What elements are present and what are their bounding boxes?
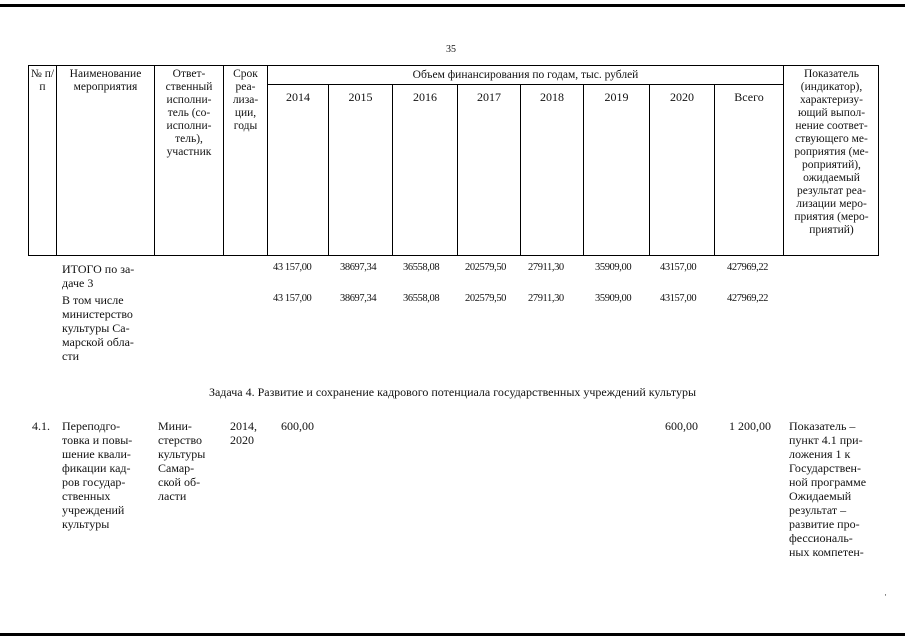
value-2020: 43157,00 xyxy=(660,293,697,304)
item-indicator-line: ложения 1 к xyxy=(789,447,851,461)
item-executor-line: культуры xyxy=(158,447,206,461)
row-label-line: министерство xyxy=(62,307,133,321)
item-name-line: учреждений xyxy=(62,503,125,517)
executor-line: тель (со- xyxy=(167,107,211,119)
executor-line: тель), xyxy=(175,133,203,145)
item-executor-line: Мини- xyxy=(158,419,192,433)
header-col-no: № п/п xyxy=(30,68,55,93)
item-indicator xyxy=(789,419,884,559)
header-col-term xyxy=(224,68,267,133)
item-executor-line: ласти xyxy=(158,489,187,503)
item-value-2014: 600,00 xyxy=(281,419,314,433)
year-divider xyxy=(328,84,329,256)
item-term-line: 2020 xyxy=(230,433,254,447)
indicator-line: характеризу- xyxy=(800,94,863,106)
item-indicator-line: Показатель – xyxy=(789,419,856,433)
item-name-line: ственных xyxy=(62,489,111,503)
header-indicator xyxy=(784,68,879,237)
year-2018: 2018 xyxy=(540,90,564,104)
term-line: реа- xyxy=(235,81,256,93)
funding-title-divider xyxy=(267,84,783,85)
item-value-2020: 600,00 xyxy=(665,419,698,433)
value-2019: 35909,00 xyxy=(595,262,632,273)
item-indicator-line: Государствен- xyxy=(789,461,861,475)
item-name-line: товка и повы- xyxy=(62,433,133,447)
value-total: 427969,22 xyxy=(727,293,769,304)
term-line: Срок xyxy=(233,68,258,80)
item-indicator-line: развитие про- xyxy=(789,517,860,531)
executor-line: исполни- xyxy=(166,94,212,106)
value-2020: 43157,00 xyxy=(660,262,697,273)
top-border xyxy=(0,4,905,7)
indicator-line: приятия (меро- xyxy=(794,211,869,223)
indicator-line: (индикатор), xyxy=(800,81,863,93)
year-2016: 2016 xyxy=(413,90,437,104)
item-term-line: 2014, xyxy=(230,419,257,433)
row-label-line: культуры Са- xyxy=(62,321,130,335)
value-2014: 43 157,00 xyxy=(273,262,312,273)
year-divider xyxy=(649,84,650,256)
item-indicator-line: ной программе xyxy=(789,475,867,489)
value-total: 427969,22 xyxy=(727,262,769,273)
item-name-line: шение квали- xyxy=(62,447,131,461)
indicator-line: приятий) xyxy=(809,224,854,236)
value-2017: 202579,50 xyxy=(465,293,507,304)
executor-line: участник xyxy=(166,146,212,158)
header-col-executor xyxy=(155,68,223,159)
item-name-line: культуры xyxy=(62,517,110,531)
year-divider xyxy=(714,84,715,256)
value-2018: 27911,30 xyxy=(528,262,564,273)
term-line: лиза- xyxy=(232,94,259,106)
executor-line: ственный xyxy=(165,81,213,93)
year-divider xyxy=(520,84,521,256)
item-indicator-line: ных компетен- xyxy=(789,545,864,559)
indicator-line: роприятия (ме- xyxy=(794,146,869,158)
item-term xyxy=(230,419,267,447)
indicator-line: результат реа- xyxy=(797,185,866,197)
stray-mark: · xyxy=(884,590,887,600)
item-name xyxy=(62,419,154,531)
item-name-line: фикации кад- xyxy=(62,461,131,475)
value-2015: 38697,34 xyxy=(340,262,377,273)
value-2016: 36558,08 xyxy=(403,293,440,304)
indicator-line: ствующего ме- xyxy=(795,133,868,145)
year-2017: 2017 xyxy=(477,90,501,104)
page-number: 35 xyxy=(446,44,456,55)
value-2015: 38697,34 xyxy=(340,293,377,304)
term-line: ции, xyxy=(234,107,257,119)
item-number: 4.1. xyxy=(32,419,50,433)
row-label-line: В том числе xyxy=(62,293,124,307)
value-2018: 27911,30 xyxy=(528,293,564,304)
indicator-line: ожидаемый xyxy=(803,172,860,184)
year-total: Всего xyxy=(734,90,764,104)
row-label-line: ИТОГО по за- xyxy=(62,262,135,276)
item-total: 1 200,00 xyxy=(729,419,771,433)
term-line: годы xyxy=(233,120,258,132)
item-executor xyxy=(158,419,223,503)
row-label-line: даче 3 xyxy=(62,276,94,290)
bottom-border xyxy=(0,633,905,636)
value-2016: 36558,08 xyxy=(403,262,440,273)
item-indicator-line: пункт 4.1 при- xyxy=(789,433,863,447)
row-label-line: марской обла- xyxy=(62,335,134,349)
indicator-line: роприятий), xyxy=(802,159,861,171)
year-divider xyxy=(583,84,584,256)
task-title: Задача 4. Развитие и сохранение кадрового потенциала государственных учреждений культуры xyxy=(208,385,697,399)
indicator-line: Показатель xyxy=(803,68,860,80)
funding-title: Объем финансирования по годам, тыс. рублей xyxy=(412,69,639,81)
indicator-line: ющий выпол- xyxy=(797,107,866,119)
item-indicator-line: фессиональ- xyxy=(789,531,853,545)
value-2017: 202579,50 xyxy=(465,262,507,273)
value-2019: 35909,00 xyxy=(595,293,632,304)
year-divider xyxy=(392,84,393,256)
item-executor-line: ской об- xyxy=(158,475,201,489)
indicator-line: нение соответ- xyxy=(795,120,868,132)
year-2014: 2014 xyxy=(286,90,310,104)
item-indicator-line: результат – xyxy=(789,503,847,517)
row-label xyxy=(62,262,154,290)
item-executor-line: Самар- xyxy=(158,461,195,475)
indicator-line: лизации меро- xyxy=(796,198,867,210)
year-2019: 2019 xyxy=(604,90,629,104)
item-indicator-line: Ожидаемый xyxy=(789,489,852,503)
year-divider xyxy=(457,84,458,256)
executor-line: исполни- xyxy=(166,120,212,132)
row-label xyxy=(62,293,154,363)
value-2014: 43 157,00 xyxy=(273,293,312,304)
year-2020: 2020 xyxy=(670,90,694,104)
row-label-line: сти xyxy=(62,349,79,363)
executor-line: Ответ- xyxy=(172,68,206,80)
item-executor-line: стерство xyxy=(158,433,203,447)
item-name-line: Переподго- xyxy=(62,419,121,433)
year-2015: 2015 xyxy=(348,90,373,104)
item-name-line: ров государ- xyxy=(62,475,126,489)
header-col-name: Наименование мероприятия xyxy=(69,68,142,93)
